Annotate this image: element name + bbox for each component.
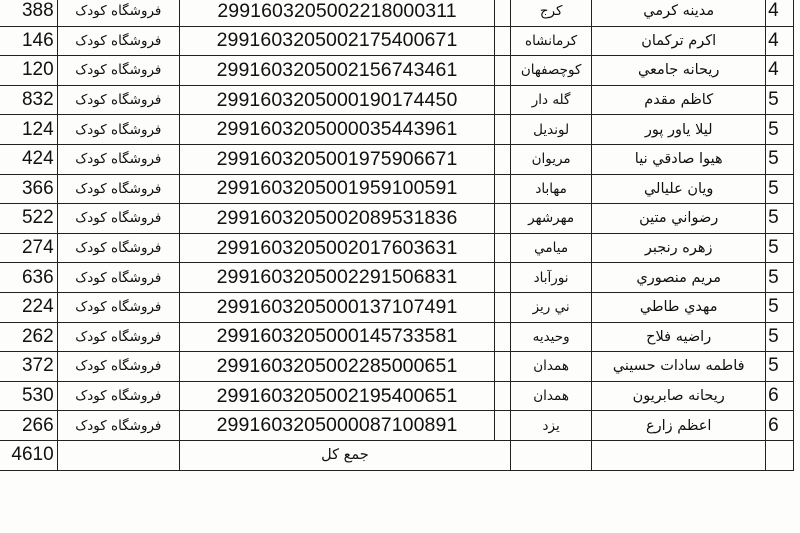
amount-cell: 832 (0, 85, 57, 115)
store-cell: فروشگاه کودک (57, 352, 179, 382)
city-cell: مريوان (510, 144, 591, 174)
city-cell: وحيديه (510, 322, 591, 352)
name-cell: رضواني متين (592, 204, 766, 234)
spacer-cell (495, 174, 511, 204)
table-row (0, 322, 794, 352)
name-cell: راضيه فلاح (592, 322, 766, 352)
city-cell: ميامي (510, 233, 591, 263)
table-row (0, 26, 794, 56)
spacer-cell (495, 85, 511, 115)
store-cell: فروشگاه کودک (57, 174, 179, 204)
spacer-cell (495, 26, 511, 56)
code-cell: 2991603205001959100591 (179, 174, 494, 204)
amount-cell: 530 (0, 381, 57, 411)
index-cell: 5 (766, 174, 794, 204)
name-cell: فاطمه سادات حسيني (592, 352, 766, 382)
index-cell: 5 (766, 204, 794, 234)
city-cell: مهرشهر (510, 204, 591, 234)
amount-cell: 372 (0, 352, 57, 382)
index-cell: 6 (766, 411, 794, 441)
table-row (0, 0, 794, 26)
table-row (0, 174, 794, 204)
city-cell: نورآباد (510, 263, 591, 293)
code-cell: 2991603205001975906671 (179, 144, 494, 174)
spacer-cell (495, 56, 511, 86)
city-cell: لونديل (510, 115, 591, 145)
code-cell: 2991603205002195400651 (179, 381, 494, 411)
name-cell: ريحانه صابريون (592, 381, 766, 411)
name-cell: ليلا ياور پور (592, 115, 766, 145)
name-cell: اكرم تركمان (592, 26, 766, 56)
store-cell: فروشگاه کودک (57, 381, 179, 411)
name-cell: ريحانه جامعي (592, 56, 766, 86)
spacer-cell (495, 322, 511, 352)
table-row (0, 411, 794, 441)
spacer-cell (495, 115, 511, 145)
index-cell: 5 (766, 115, 794, 145)
name-cell: ويان علیالي (592, 174, 766, 204)
name-cell: مدينه كرمي (592, 0, 766, 26)
total-label: جمع كل (179, 440, 510, 470)
city-cell: كوچصفهان (510, 56, 591, 86)
index-cell: 5 (766, 144, 794, 174)
name-cell: مهدي طاطي (592, 292, 766, 322)
code-cell: 2991603205002291506831 (179, 263, 494, 293)
code-cell: 2991603205002285000651 (179, 352, 494, 382)
spacer-cell (495, 411, 511, 441)
table-row (0, 381, 794, 411)
name-cell: زهره رنجبر (592, 233, 766, 263)
city-cell: مهاباد (510, 174, 591, 204)
city-cell: يزد (510, 411, 591, 441)
store-cell: فروشگاه کودک (57, 85, 179, 115)
table-row (0, 292, 794, 322)
table-row (0, 352, 794, 382)
store-cell: فروشگاه کودک (57, 411, 179, 441)
code-cell: 2991603205002089531836 (179, 204, 494, 234)
amount-cell: 522 (0, 204, 57, 234)
amount-cell: 388 (0, 0, 57, 26)
empty-cell (57, 440, 179, 470)
index-cell: 5 (766, 322, 794, 352)
index-cell: 4 (766, 56, 794, 86)
store-cell: فروشگاه کودک (57, 292, 179, 322)
store-cell: فروشگاه کودک (57, 233, 179, 263)
index-cell: 6 (766, 381, 794, 411)
table-row (0, 85, 794, 115)
code-cell: 2991603205002218000311 (179, 0, 494, 26)
index-cell: 5 (766, 85, 794, 115)
city-cell: همدان (510, 352, 591, 382)
store-cell: فروشگاه کودک (57, 115, 179, 145)
total-amount: 4610 (0, 440, 57, 470)
table-row (0, 144, 794, 174)
spacer-cell (495, 0, 511, 26)
spacer-cell (495, 263, 511, 293)
store-cell: فروشگاه کودک (57, 144, 179, 174)
table-row (0, 56, 794, 86)
code-cell: 2991603205002175400671 (179, 26, 494, 56)
store-cell: فروشگاه کودک (57, 263, 179, 293)
city-cell: گله دار (510, 85, 591, 115)
amount-cell: 274 (0, 233, 57, 263)
name-cell: مريم منصوري (592, 263, 766, 293)
amount-cell: 366 (0, 174, 57, 204)
amount-cell: 636 (0, 263, 57, 293)
name-cell: اعظم زارع (592, 411, 766, 441)
store-cell: فروشگاه کودک (57, 56, 179, 86)
spacer-cell (495, 233, 511, 263)
amount-cell: 120 (0, 56, 57, 86)
city-cell: كرمانشاه (510, 26, 591, 56)
total-row (0, 440, 794, 470)
city-cell: همدان (510, 381, 591, 411)
city-cell: ني ريز (510, 292, 591, 322)
index-cell: 5 (766, 352, 794, 382)
name-cell: هيوا صادقي نيا (592, 144, 766, 174)
empty-cell (592, 440, 766, 470)
amount-cell: 262 (0, 322, 57, 352)
name-cell: كاظم مقدم (592, 85, 766, 115)
code-cell: 2991603205000087100891 (179, 411, 494, 441)
index-cell: 5 (766, 263, 794, 293)
code-cell: 2991603205002156743461 (179, 56, 494, 86)
store-cell: فروشگاه کودک (57, 26, 179, 56)
table-row (0, 233, 794, 263)
empty-cell (510, 440, 591, 470)
city-cell: كرج (510, 0, 591, 26)
index-cell: 4 (766, 0, 794, 26)
amount-cell: 124 (0, 115, 57, 145)
spacer-cell (495, 381, 511, 411)
code-cell: 2991603205000137107491 (179, 292, 494, 322)
empty-cell (766, 440, 794, 470)
spacer-cell (495, 352, 511, 382)
table-row (0, 115, 794, 145)
store-cell: فروشگاه کودک (57, 322, 179, 352)
amount-cell: 224 (0, 292, 57, 322)
table-row (0, 263, 794, 293)
store-cell: فروشگاه کودک (57, 204, 179, 234)
amount-cell: 424 (0, 144, 57, 174)
code-cell: 2991603205000035443961 (179, 115, 494, 145)
amount-cell: 146 (0, 26, 57, 56)
code-cell: 2991603205000145733581 (179, 322, 494, 352)
spacer-cell (495, 144, 511, 174)
index-cell: 5 (766, 233, 794, 263)
index-cell: 5 (766, 292, 794, 322)
spacer-cell (495, 204, 511, 234)
index-cell: 4 (766, 26, 794, 56)
code-cell: 2991603205002017603631 (179, 233, 494, 263)
store-cell: فروشگاه کودک (57, 0, 179, 26)
table-row (0, 204, 794, 234)
spacer-cell (495, 292, 511, 322)
amount-cell: 266 (0, 411, 57, 441)
code-cell: 2991603205000190174450 (179, 85, 494, 115)
